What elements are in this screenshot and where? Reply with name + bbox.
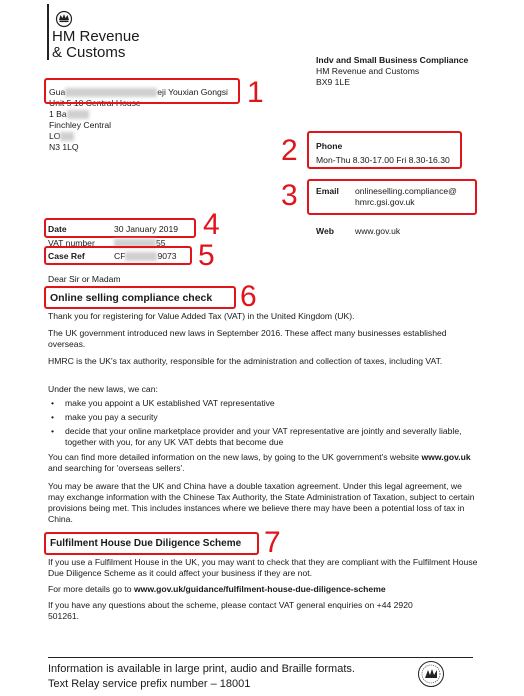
para-more-details-pre: For more details go to xyxy=(48,584,134,594)
vat-number-end: 55 xyxy=(156,238,166,248)
web-value[interactable]: www.gov.uk xyxy=(355,226,401,236)
para-more-info-post: and searching for 'overseas sellers'. xyxy=(48,463,185,473)
recipient-line-5 xyxy=(49,131,228,142)
footer-line-1: Information is available in large print, audio and Braille formats. xyxy=(48,663,355,675)
case-ref-end: 9073 xyxy=(157,251,177,261)
para-new-laws: Under the new laws, we can: xyxy=(48,384,158,394)
email-line-2[interactable]: hmrc.gsi.gov.uk xyxy=(355,197,415,207)
sender-postcode: BX9 1LE xyxy=(316,77,350,87)
date-label: Date xyxy=(48,224,67,234)
fhdds-link[interactable]: www.gov.uk/guidance/fulfilment-house-due-diligence-scheme xyxy=(133,584,386,594)
highlight-box-7 xyxy=(44,532,259,555)
email-label: Email xyxy=(316,186,339,196)
recipient-name-end: eji Youxian Gongsi xyxy=(157,87,228,97)
highlight-box-6 xyxy=(44,286,236,309)
highlight-box-5 xyxy=(44,246,192,265)
phone-label: Phone xyxy=(316,141,343,151)
crest-line xyxy=(47,4,49,60)
marker-3: 3 xyxy=(281,179,298,212)
highlight-box-1 xyxy=(44,78,240,104)
para-fulfilment-check: If you use a Fulfilment House in the UK, you may want to check that they are compliant with the Fulfilment House Due Diligence Scheme as it could affect your business if they are not. xyxy=(48,557,478,578)
date-value: 30 January 2019 xyxy=(114,224,179,234)
para-questions: If you have any questions about the scheme, please contact VAT general enquiries on +44 2920 501261. xyxy=(48,600,413,621)
recipient-line-3-text: 1 Ba xyxy=(49,109,67,119)
para-more-details xyxy=(48,584,478,595)
redaction xyxy=(67,110,89,119)
recipient-line-4: Finchley Central xyxy=(49,120,112,130)
crown-crest-icon xyxy=(54,8,74,28)
redaction xyxy=(60,132,74,141)
heading-fulfilment-house: Fulfilment House Due Diligence Scheme xyxy=(50,538,242,549)
logo-line-1: HM Revenue xyxy=(52,28,140,45)
marker-6: 6 xyxy=(240,280,257,313)
hmrc-logo xyxy=(40,4,160,60)
para-hmrc: HMRC is the UK's tax authority, responsible for the administration and collection of taxes, including VAT. xyxy=(48,356,443,366)
para-double-taxation: You may be aware that the UK and China have a double taxation agreement. Under this legal agreement, we may exchange information with the Chinese Tax Authority, the State Administration of Taxation, subject to certain provisions being met. This includes instances where we believe there may have been a potential loss of tax in China. xyxy=(48,481,475,524)
accreditation-seal-icon xyxy=(417,660,445,688)
marker-2: 2 xyxy=(281,134,298,167)
highlight-box-4 xyxy=(44,218,196,238)
para-more-info-pre: You can find more detailed information on the new laws, by going to the UK government's website xyxy=(48,452,422,462)
vat-number-label: VAT number xyxy=(48,238,95,248)
footer-rule xyxy=(48,657,473,658)
para-more-info xyxy=(48,452,478,474)
marker-7: 7 xyxy=(264,526,281,559)
case-ref-start: CF xyxy=(114,251,126,261)
marker-4: 4 xyxy=(203,208,220,241)
recipient-line-3 xyxy=(49,109,228,120)
highlight-box-3 xyxy=(307,179,477,215)
phone-value: Mon-Thu 8.30-17.00 Fri 8.30-16.30 xyxy=(316,155,450,165)
web-label: Web xyxy=(316,226,334,236)
para-uk-government: The UK government introduced new laws in September 2016. These affect many businesses established overseas. xyxy=(48,328,447,349)
sender-org: HM Revenue and Customs xyxy=(316,66,420,76)
logo-line-2: & Customs xyxy=(52,44,126,61)
highlight-box-2 xyxy=(307,131,462,169)
recipient-line-5-text: LO xyxy=(49,131,61,141)
recipient-line-2: Unit 5 10 Central House xyxy=(49,98,141,108)
footer-line-2: Text Relay service prefix number – 18001 xyxy=(48,678,251,690)
case-ref-label: Case Ref xyxy=(48,251,85,261)
heading-online-selling: Online selling compliance check xyxy=(50,292,213,304)
email-line-1[interactable]: onlineselling.compliance@ xyxy=(355,186,457,196)
para-thank-you: Thank you for registering for Value Added Tax (VAT) in the United Kingdom (UK). xyxy=(48,311,355,321)
sender-address xyxy=(316,55,468,88)
bullet-item: • make you appoint a UK established VAT representative xyxy=(48,398,463,409)
sender-title: Indv and Small Business Compliance xyxy=(316,55,469,65)
gov-uk-link[interactable]: www.gov.uk xyxy=(421,452,471,462)
bullet-list xyxy=(48,398,463,448)
recipient-line-6: N3 1LQ xyxy=(49,142,79,152)
marker-5: 5 xyxy=(198,239,215,272)
marker-1: 1 xyxy=(247,76,264,109)
recipient-name-start: Gua xyxy=(49,87,66,97)
salutation: Dear Sir or Madam xyxy=(48,274,121,284)
bullet-item: • decide that your online marketplace provider and your VAT representative are jointly and severally liable, together with you, for any UK VAT debts that become due xyxy=(48,426,463,448)
bullet-item: • make you pay a security xyxy=(48,412,463,423)
